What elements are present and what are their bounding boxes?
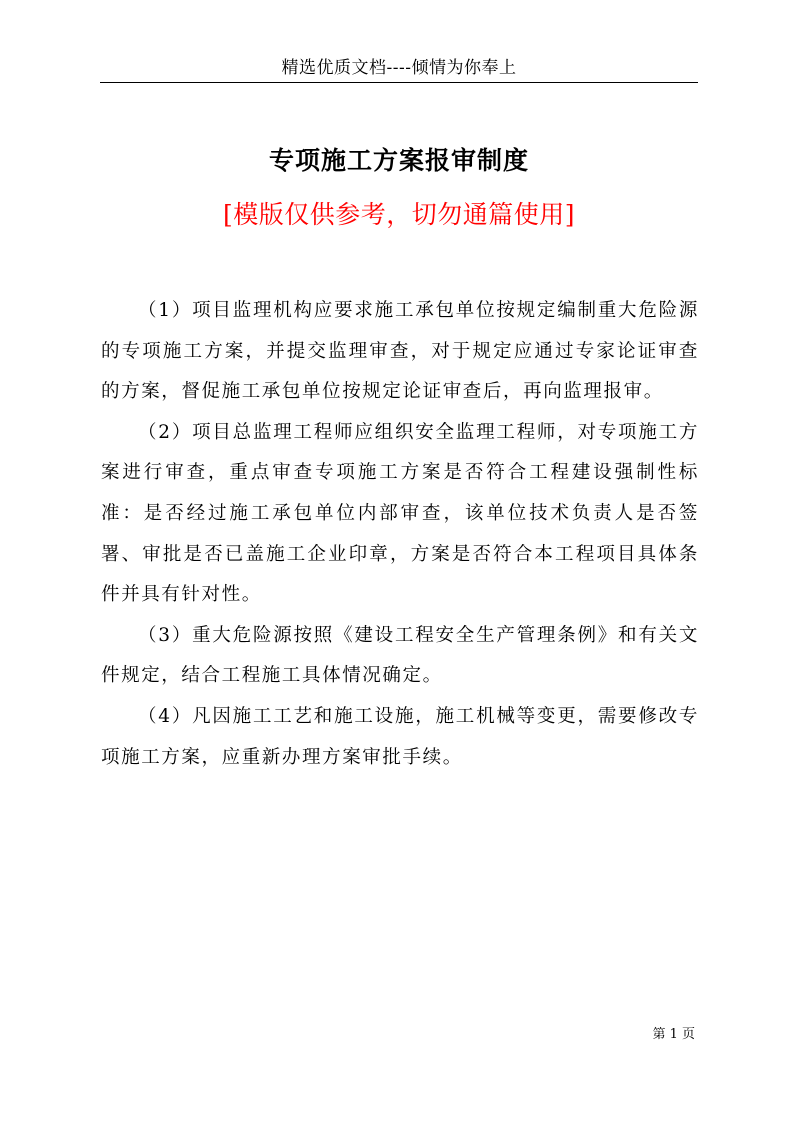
page-number: 第 1 页 bbox=[652, 1027, 695, 1042]
template-notice: [模版仅供参考，切勿通篇使用] bbox=[222, 200, 575, 229]
paragraph-2: （2）项目总监理工程师应组织安全监理工程师，对专项施工方案进行审查，重点审查专项施工方案是否符合工程建设强制性标准：是否经过施工承包单位内部审查，该单位技术负责人是否签署、审批是否已盖施工企业印章，方案是否符合本工程项目具体条件并具有针对性。 bbox=[101, 421, 699, 606]
paragraph-3: （3）重大危险源按照《建设工程安全生产管理条例》和有关文件规定，结合工程施工具体情况确定。 bbox=[101, 624, 699, 687]
page-header: 精选优质文档----倾情为你奉上 bbox=[281, 58, 517, 78]
paragraph-4: （4）凡因施工工艺和施工设施，施工机械等变更，需要修改专项施工方案，应重新办理方案审批手续。 bbox=[101, 705, 699, 768]
document-body bbox=[101, 291, 699, 778]
header-divider bbox=[100, 82, 698, 83]
paragraph-1: （1）项目监理机构应要求施工承包单位按规定编制重大危险源的专项施工方案，并提交监理审查，对于规定应通过专家论证审查的方案，督促施工承包单位按规定论证审查后，再向监理报审。 bbox=[101, 300, 699, 403]
document-title: 专项施工方案报审制度 bbox=[268, 146, 529, 175]
